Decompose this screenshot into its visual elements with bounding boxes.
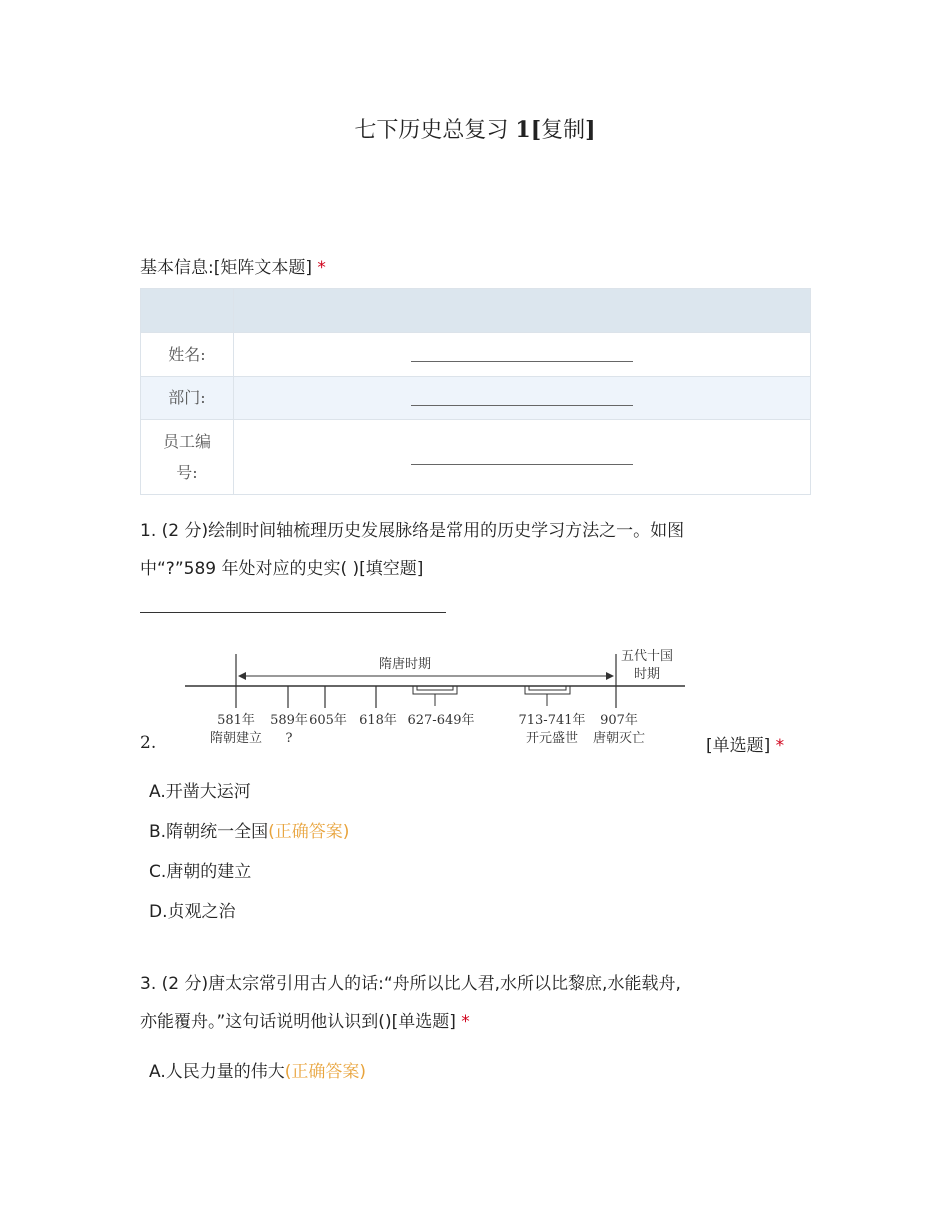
required-mark: * — [461, 1012, 470, 1032]
tick-note: 隋朝建立 — [209, 731, 263, 746]
later-period-label-1: 五代十国 — [620, 649, 674, 664]
matrix-header-row — [141, 289, 811, 333]
arrow-left-icon — [238, 672, 246, 680]
q1-line2: 中“?”589 年处对应的史实( )[填空题] — [140, 559, 424, 579]
q3-line2: 亦能覆舟。”这句话说明他认识到()[单选题] * — [140, 1012, 470, 1032]
tick-label: 618年 — [359, 713, 397, 728]
q2-option-a[interactable]: A.开凿大运河 — [149, 782, 251, 802]
tick-note: 唐朝灭亡 — [592, 731, 646, 746]
q2-option-b[interactable]: B.隋朝统一全国(正确答案) — [149, 822, 350, 842]
tick-label: 907年 — [600, 713, 638, 728]
department-input[interactable] — [411, 387, 633, 406]
matrix-row-department — [141, 377, 811, 420]
q2-option-c[interactable]: C.唐朝的建立 — [149, 862, 252, 882]
tick-note: ? — [285, 731, 293, 746]
q1-line1: 1. (2 分)绘制时间轴梳理历史发展脉络是常用的历史学习方法之一。如图 — [140, 521, 685, 541]
matrix-row-label: 姓名: — [141, 333, 234, 377]
q3-line1: 3. (2 分)唐太宗常引用古人的话:“舟所以比人君,水所以比黎庶,水能载舟, — [140, 974, 681, 994]
timeline-figure — [185, 642, 690, 752]
q2-number: 2. — [140, 733, 157, 753]
basic-info-matrix — [140, 288, 811, 495]
arrow-right-icon — [606, 672, 614, 680]
matrix-row-name — [141, 333, 811, 377]
q2-type-label: [单选题] * — [706, 736, 785, 756]
q1-answer-input[interactable] — [140, 612, 446, 613]
tick-label: 627-649年 — [407, 713, 475, 728]
correct-answer-tag: (正确答案) — [268, 822, 350, 842]
period-label: 隋唐时期 — [378, 657, 432, 672]
required-mark: * — [775, 736, 785, 756]
tick-label: 581年 — [217, 713, 255, 728]
q3-option-a[interactable]: A.人民力量的伟大(正确答案) — [149, 1062, 366, 1082]
name-input[interactable] — [411, 343, 633, 362]
tick-note: 开元盛世 — [525, 731, 579, 746]
matrix-row-label: 部门: — [141, 377, 234, 420]
correct-answer-tag: (正确答案) — [284, 1062, 366, 1082]
page-title: 七下历史总复习 1[复制] — [354, 117, 596, 143]
tick-label: 713-741年 — [518, 713, 586, 728]
matrix-row-employee-id — [141, 420, 811, 495]
employee-id-input[interactable] — [411, 446, 633, 465]
matrix-row-label: 员工编号: — [141, 420, 234, 495]
tick-label: 605年 — [309, 713, 347, 728]
basic-info-label: 基本信息:[矩阵文本题] * — [140, 258, 326, 278]
required-mark: * — [317, 258, 326, 278]
bracket-627-649 — [413, 686, 457, 706]
tick-label: 589年 — [270, 713, 308, 728]
bracket-713-741 — [525, 686, 570, 706]
later-period-label-2: 时期 — [633, 667, 661, 682]
q2-option-d[interactable]: D.贞观之治 — [149, 902, 236, 922]
